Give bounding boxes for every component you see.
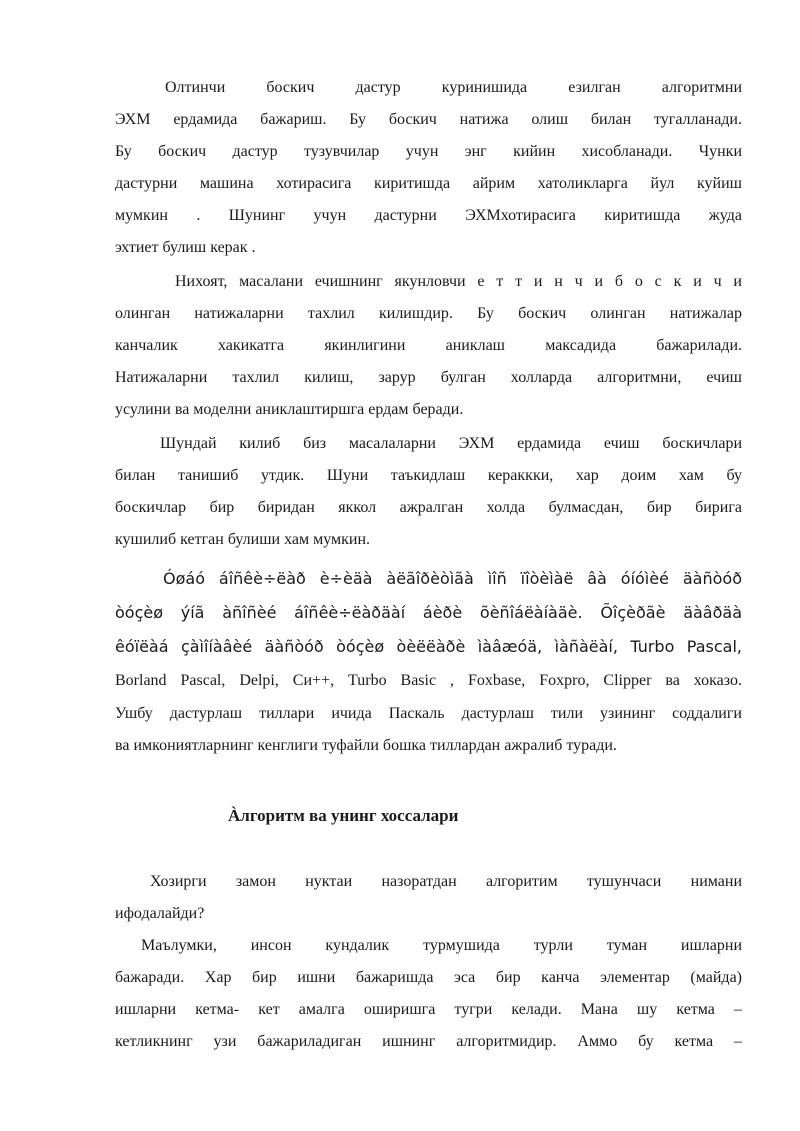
text-line: олинган натижаларни тахлил килишдир. Бу боскич олинган натижалар [115, 305, 742, 322]
text-line: канчалик хакикатга якинлигини аниклаш максадида бажарилади. [115, 337, 742, 354]
section-heading: Àлгоритм ва унинг хоссалари [228, 806, 459, 825]
text-line: эхтиет булиш керак . [115, 239, 256, 256]
paragraph-summary [115, 428, 742, 556]
text-line: бажаради. Хар бир ишни бажаришда эса бир канча элементар (майда) [115, 969, 742, 986]
paragraph-question [115, 866, 742, 930]
text-line: ва имкониятларнинг кенглиги туфайли бошка тиллардан ажралиб туради. [115, 737, 617, 754]
text-line: òóçèø ýíã àñîñèé áîñêè÷ëàðäàí áèðè õèñîáëàíàäè. Õîçèðãè äàâðäà [115, 603, 742, 622]
text-line: Хозирги замон нуктаи назоратдан алгоритим тушунчаси нимани [150, 873, 742, 890]
text-line: усулини ва моделни аниклаштиршга ердам беради. [115, 401, 464, 418]
text-line: Borland Pascal, Delpi, Си++, Turbo Basic , Foxbase, Foxpro, Clipper ва хоказо. [115, 672, 742, 689]
text-line: боскичлар бир биридан яккол ажралган холда булмасдан, бир бирига [115, 499, 742, 516]
text-line: ифодалайди? [115, 905, 205, 922]
text-line: Маълумки, инсон кундалик турмушида турли туман ишларни [141, 937, 742, 954]
text-line: Ушбу дастурлаш тиллари ичида Паскаль дастурлаш тили узининг соддалиги [115, 705, 742, 722]
text-line: кетликнинг узи бажариладиган ишнинг алгоритмидир. Аммо бу кетма – [115, 1033, 742, 1050]
text-line: ишларни кетма- кет амалга оширишга тугри келади. Мана шу кетма – [115, 1001, 742, 1018]
paragraph-final-stage [115, 266, 742, 426]
text-line: Натижаларни тахлил килиш, зарур булган холларда алгоритмни, ечиш [115, 369, 742, 386]
text-line: Бу боскич дастур тузувчилар учун энг кийин хисобланади. Чунки [115, 143, 742, 160]
text-line: ЭХМ ердамида бажариш. Бу боскич натижа олиш билан тугалланади. [115, 111, 742, 128]
text-line: билан танишиб утдик. Шуни таъкидлаш кераккки, хар доим хам бу [115, 467, 742, 484]
paragraph-programming-languages [115, 562, 742, 762]
text-line: кушилиб кетган булиши хам мумкин. [115, 531, 371, 548]
text-line: Олтинчи боскич дастур куринишида езилган алгоритмни [165, 79, 742, 96]
text-line: êóïëàá çàìîíàâèé äàñòóð òóçèø òèëëàðè ìàâæóä, ìàñàëàí, Turbo Pascal, [115, 637, 742, 656]
text-line: мумкин . Шунинг учун дастурни ЭХМхотирасига киритишда жуда [115, 207, 742, 224]
paragraph-algorithm-definition [115, 930, 742, 1058]
text-line: Шундай килиб биз масалаларни ЭХМ ердамида ечиш боскичлари [160, 435, 742, 452]
text-line: Нихоят, масалани ечишнинг якунловчи е т т и н ч и б о с к и ч и [175, 273, 742, 290]
text-line: Óøáó áîñêè÷ëàð è÷èäà àëãîðèòìãà ìîñ ïîòèìàë âà óíóìèé äàñòóð [163, 569, 742, 588]
paragraph-sixth-stage [115, 72, 742, 264]
text-line: дастурни машина хотирасига киритишда айрим хатоликларга йул куйиш [115, 175, 742, 192]
